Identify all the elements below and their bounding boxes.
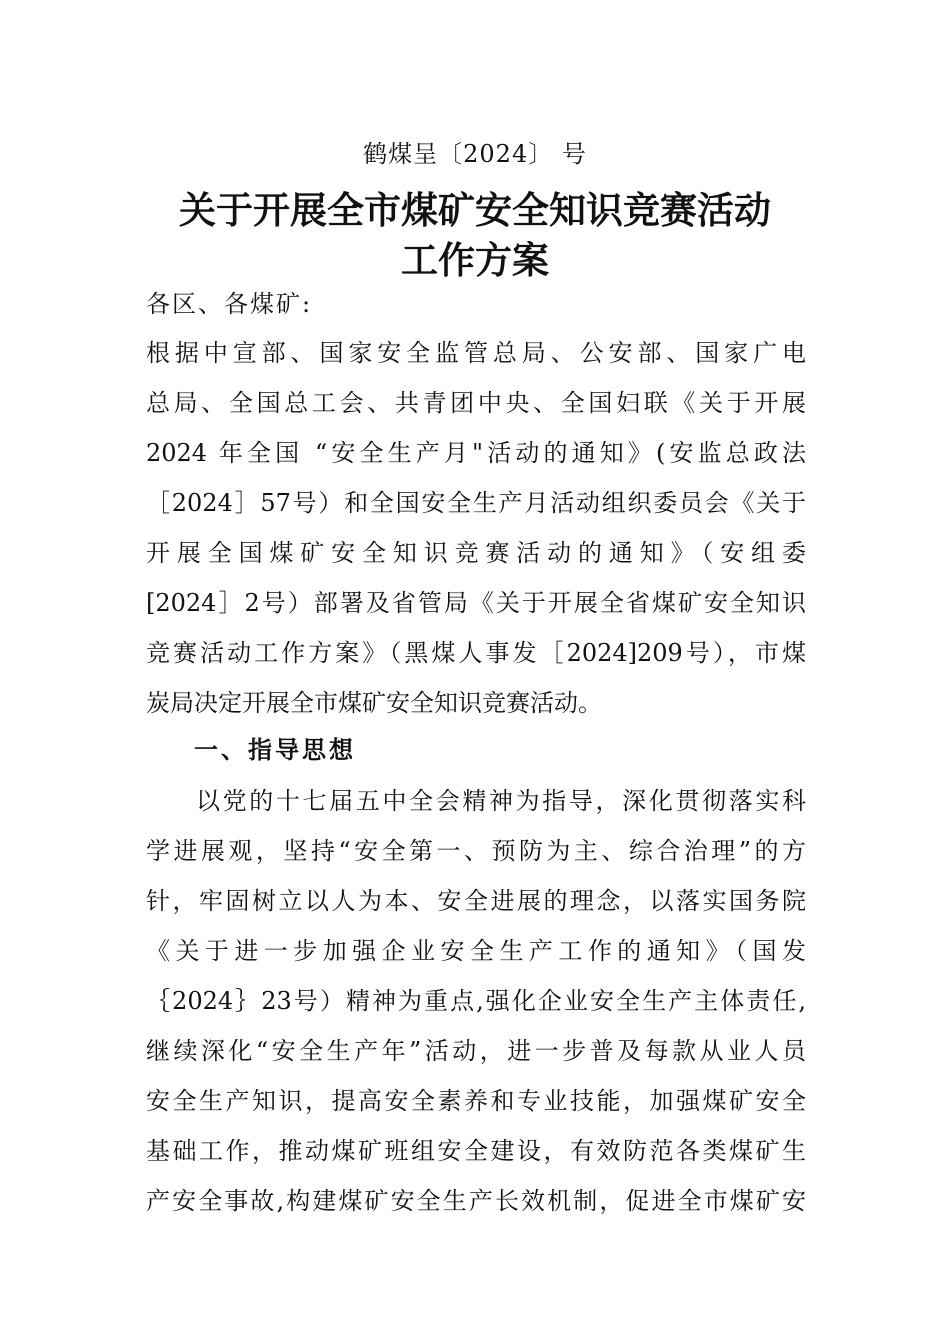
section-heading-guiding-ideology: 一、指导思想 — [194, 736, 356, 764]
paragraph-2-line: 以党的十七届五中全会精神为指导，深化贯彻落实科 — [196, 787, 806, 815]
paragraph-2-line: 基础工作，推动煤矿班组安全建设，有效防范各类煤矿生 — [146, 1137, 806, 1165]
paragraph-2-line: ｛2024｝23号）精神为重点,强化企业安全生产主体责任, — [146, 987, 806, 1015]
paragraph-1-line: 开展全国煤矿安全知识竞赛活动的通知》（安组委 — [146, 539, 806, 567]
salutation: 各区、各煤矿: — [146, 290, 313, 318]
document-title-line-2: 工作方案 — [401, 239, 549, 282]
paragraph-2-line: 针，牢固树立以人为本、安全进展的理念，以落实国务院 — [146, 887, 806, 915]
paragraph-1-line: 2024 年全国 “安全生产月"活动的通知》(安监总政法 — [146, 439, 806, 467]
paragraph-2-line: 产安全事故,构建煤矿安全生产长效机制，促进全市煤矿安 — [146, 1187, 806, 1215]
document-number: 鹤煤呈〔2024〕 号 — [363, 140, 587, 168]
paragraph-1-line: 根据中宣部、国家安全监管总局、公安部、国家广电 — [146, 339, 806, 367]
paragraph-2-line: 《关于进一步加强企业安全生产工作的通知》（国发 — [146, 937, 806, 965]
paragraph-2-line: 安全生产知识，提高安全素养和专业技能，加强煤矿安全 — [146, 1087, 806, 1115]
paragraph-2-line: 继续深化“安全生产年”活动，进一步普及每款从业人员 — [146, 1037, 806, 1065]
paragraph-1-line: ［2024］57号）和全国安全生产月活动组织委员会《关于 — [146, 489, 806, 517]
paragraph-1-line: 总局、全国总工会、共青团中央、全国妇联《关于开展 — [146, 389, 806, 417]
paragraph-1-line: 竞赛活动工作方案》（黑煤人事发［2024]209号），市煤 — [146, 639, 806, 667]
paragraph-2-line: 学进展观，坚持“安全第一、预防为主、综合治理”的方 — [146, 837, 806, 865]
paragraph-1-line: [2024］2号）部署及省管局《关于开展全省煤矿安全知识 — [146, 589, 806, 617]
paragraph-1-line: 炭局决定开展全市煤矿安全知识竞赛活动。 — [146, 689, 602, 717]
document-title-line-1: 关于开展全市煤矿安全知识竞赛活动 — [179, 189, 771, 232]
